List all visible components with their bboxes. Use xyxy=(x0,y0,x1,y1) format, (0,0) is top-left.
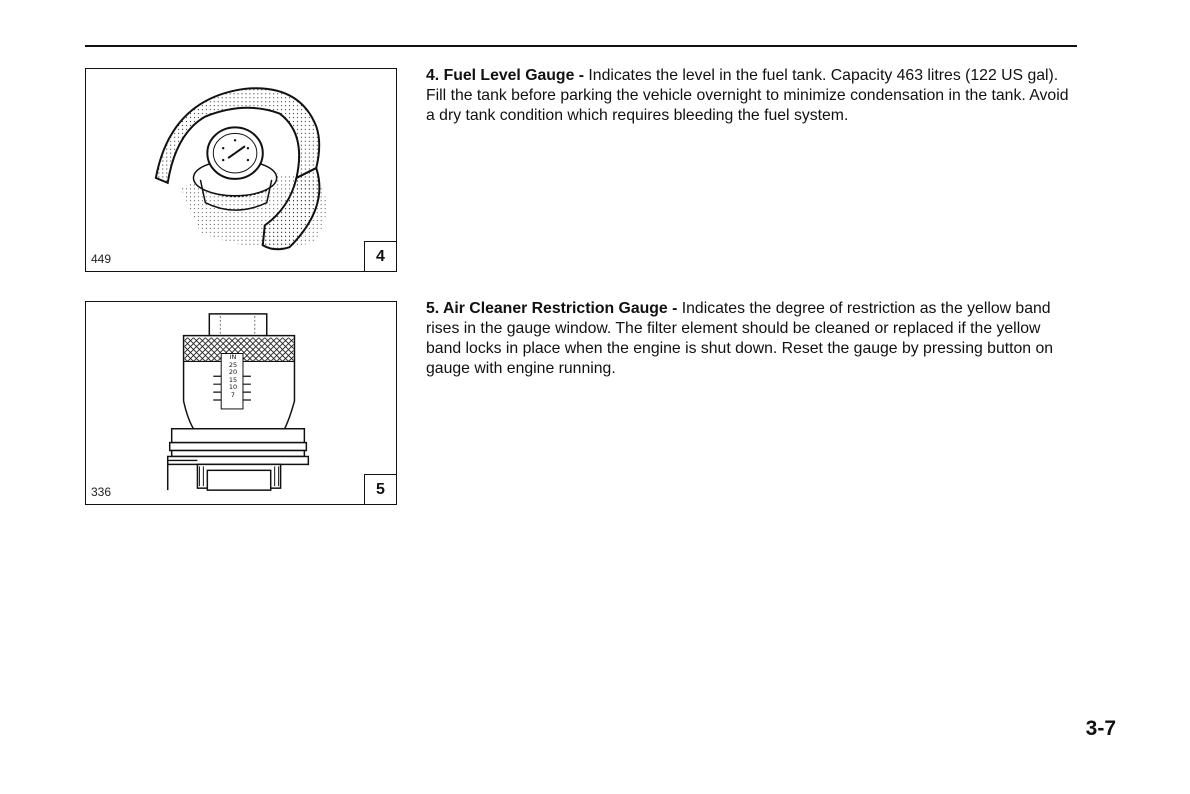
gauge-scale xyxy=(223,354,243,400)
section-heading: 4. Fuel Level Gauge - xyxy=(426,67,585,84)
figure-code: 449 xyxy=(91,252,112,266)
fuel-gauge-illustration xyxy=(86,69,396,271)
gauge-scale-label: 15 xyxy=(228,375,238,384)
section-body: Indicates the level in the fuel tank. Capacity 463 litres (122 US gal). Fill the tank before parking the vehicle overnight to minimize condensation in the tank. Avoid a dry tank condition which requires bleeding the fuel system. xyxy=(426,67,1069,124)
air-cleaner-gauge-description xyxy=(426,299,1074,379)
gauge-scale-label: 10 xyxy=(228,383,238,392)
gauge-scale-label: 7 xyxy=(230,390,236,399)
gauge-scale-label: 25 xyxy=(228,360,238,369)
figure-code: 336 xyxy=(91,485,112,499)
figure-number: 5 xyxy=(364,474,397,505)
gauge-scale-label: 20 xyxy=(228,368,238,377)
figure-number: 4 xyxy=(364,241,397,272)
figure-fuel-level-gauge xyxy=(85,68,397,272)
section-heading: 5. Air Cleaner Restriction Gauge - xyxy=(426,300,678,317)
section-body: Indicates the degree of restriction as the yellow band rises in the gauge window. The filter element should be cleaned or replaced if the yellow band locks in place when the engine is shut down. Reset the gauge by pressing button on gauge with engine running. xyxy=(426,300,1054,377)
figure-air-cleaner-restriction-gauge xyxy=(85,301,397,505)
top-rule xyxy=(85,45,1077,47)
page-number: 3-7 xyxy=(1085,717,1116,740)
restriction-gauge-illustration xyxy=(86,302,396,504)
gauge-scale-label: IN xyxy=(229,353,237,361)
fuel-level-gauge-description xyxy=(426,66,1074,126)
